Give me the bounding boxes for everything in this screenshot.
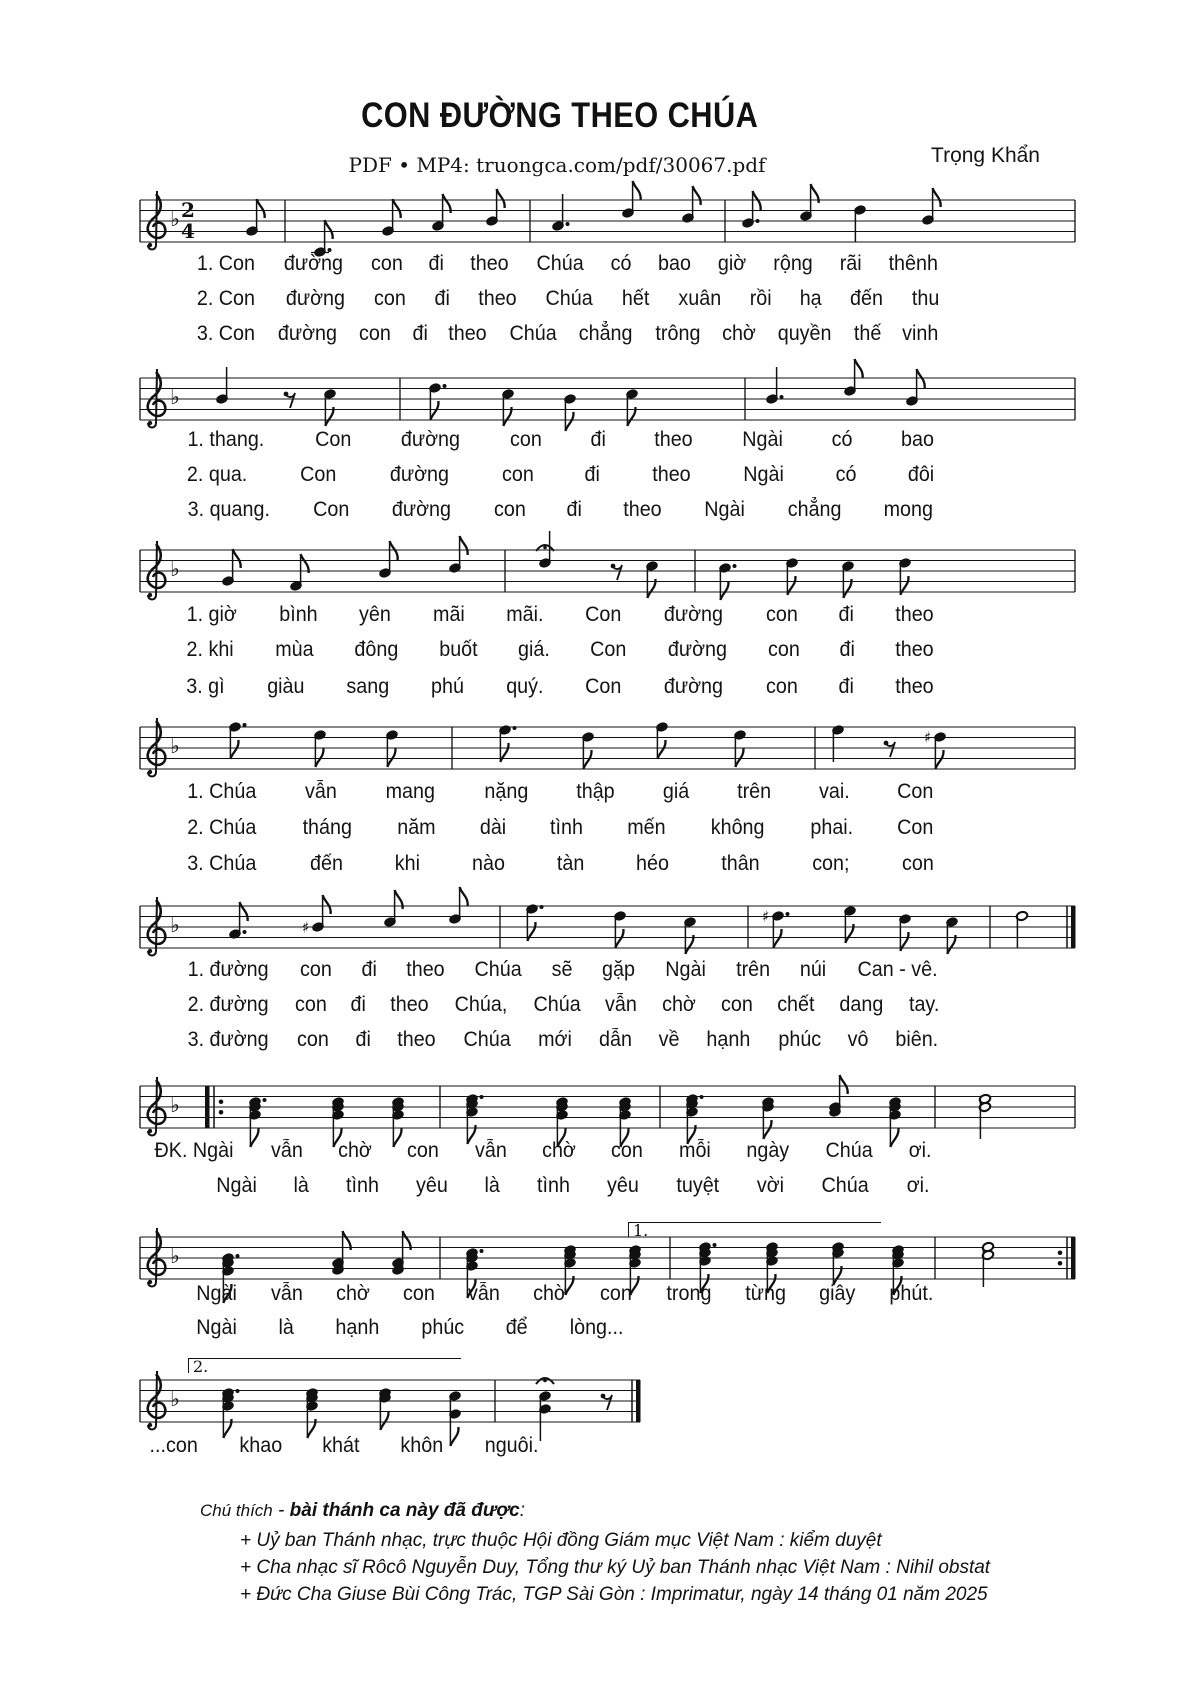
eighth-rest	[601, 1394, 612, 1410]
lyric-syllable: có	[831, 428, 853, 451]
lyric-syllable: thu	[911, 287, 940, 310]
volta-label: 2.	[193, 1357, 209, 1376]
lyric-syllable: Ngài	[704, 498, 745, 521]
lyric-syllable: đi	[839, 638, 856, 661]
lyric-syllable: gặp	[602, 958, 636, 981]
svg-text:♯: ♯	[924, 728, 932, 747]
lyric-line	[215, 1173, 930, 1199]
lyric-syllable: nặng	[483, 780, 528, 803]
lyric-syllable: tình	[537, 1174, 570, 1197]
eighth-rest	[884, 741, 895, 757]
lyric-syllable: biên.	[895, 1028, 939, 1051]
lyric-syllable: đến	[309, 852, 343, 875]
lyric-syllable: bình	[279, 603, 318, 626]
lyric-syllable: con	[359, 322, 392, 345]
lyric-syllable: chờ	[541, 1139, 576, 1162]
note	[906, 369, 925, 406]
lyric-line	[195, 286, 940, 312]
chord-note	[979, 1094, 992, 1139]
lyric-line	[185, 851, 935, 877]
lyric-syllable: từng	[745, 1282, 786, 1305]
lyric-syllable: chờ	[722, 322, 756, 345]
lyric-syllable: theo	[895, 638, 934, 661]
lyric-syllable: thập	[576, 780, 615, 803]
lyric-syllable: Chúa	[533, 993, 581, 1016]
lyric-syllable: phúc	[421, 1316, 465, 1339]
lyric-syllable: Chúa	[474, 958, 523, 981]
lyric-syllable: vẫn	[270, 1139, 303, 1162]
lyric-line	[195, 1315, 625, 1341]
note	[582, 732, 595, 769]
lyric-syllable: theo	[895, 675, 934, 698]
key-signature-flat: ♭	[170, 557, 180, 581]
footnote-separator: -	[272, 1500, 290, 1521]
lyric-syllable: 2. đường	[187, 993, 269, 1016]
lyric-syllable: là	[484, 1174, 501, 1197]
lyric-syllable: là	[293, 1174, 310, 1197]
note	[379, 541, 398, 578]
note	[229, 902, 248, 939]
lyric-syllable: dẫn	[599, 1028, 633, 1051]
chord-note	[379, 1388, 392, 1430]
lyric-syllable: phúc	[778, 1028, 822, 1051]
lyric-syllable: Ngài	[196, 1282, 237, 1305]
lyric-syllable: 3. quang.	[187, 498, 270, 521]
footnote-item: + Cha nhạc sĩ Rôcô Nguyễn Duy, Tổng thư ký Uỷ ban Thánh nhạc Việt Nam : Nihil obstat	[240, 1557, 991, 1578]
note	[302, 895, 331, 937]
lyric-syllable: giây	[819, 1282, 856, 1305]
lyric-syllable: sang	[346, 675, 390, 698]
svg-text:♯: ♯	[762, 907, 770, 926]
lyric-syllable: Ngài	[741, 428, 783, 451]
lyric-syllable: ơi.	[906, 1174, 930, 1197]
lyric-syllable: để	[505, 1316, 528, 1339]
lyric-line	[195, 251, 940, 277]
lyric-syllable: mãi.	[506, 603, 544, 626]
lyric-syllable: bao	[900, 428, 934, 451]
lyric-syllable: đường	[664, 675, 724, 698]
lyric-syllable: hết	[621, 287, 650, 310]
note	[222, 549, 241, 586]
lyric-syllable: vẫn	[474, 1139, 507, 1162]
lyric-syllable: con	[402, 1282, 435, 1305]
footnote-highlight: bài thánh ca này đã được	[289, 1500, 520, 1521]
song-title: CON ĐƯỜNG THEO CHÚA	[361, 96, 759, 135]
lyric-syllable: con	[374, 287, 406, 310]
lyric-syllable: vẫn	[305, 780, 338, 803]
lyric-syllable: mãi	[432, 603, 465, 626]
lyric-syllable: theo	[623, 498, 662, 521]
lyric-syllable: yêu	[416, 1174, 449, 1197]
lyric-syllable: thênh	[888, 252, 939, 275]
lyric-syllable: Con	[314, 428, 352, 451]
song-file-link: PDF • MP4: truongca.com/pdf/30067.pdf	[348, 153, 766, 177]
lyric-syllable: phai.	[810, 816, 853, 839]
lyric-syllable: theo	[470, 252, 510, 275]
note	[246, 199, 265, 236]
note	[382, 199, 401, 236]
lyric-syllable: đường	[278, 322, 338, 345]
lyric-syllable: vinh	[902, 322, 939, 345]
lyric-syllable: rồi	[749, 287, 772, 310]
lyric-syllable: vẫn	[605, 993, 638, 1016]
lyric-syllable: đi	[361, 958, 377, 981]
lyric-syllable: đường	[285, 287, 345, 310]
lyric-syllable: đi	[838, 603, 854, 626]
lyric-syllable: con	[902, 852, 934, 875]
lyric-syllable: 3. gì	[186, 675, 225, 698]
lyric-syllable: Con	[897, 780, 934, 803]
lyric-line	[185, 637, 935, 663]
time-signature-top: 2	[181, 198, 195, 222]
note	[614, 911, 627, 948]
lyric-syllable: theo	[390, 993, 430, 1016]
lyric-syllable: phú	[431, 675, 464, 698]
lyric-syllable: chờ	[661, 993, 696, 1016]
lyric-syllable: theo	[477, 287, 517, 310]
lyric-syllable: 2. khi	[186, 638, 234, 661]
note	[216, 367, 229, 404]
lyric-syllable: con	[297, 1028, 329, 1051]
lyric-line	[185, 497, 935, 523]
lyric-syllable: thế	[853, 322, 882, 345]
lyric-syllable: có	[610, 252, 632, 275]
key-signature-flat: ♭	[170, 385, 180, 409]
lyric-syllable: đi	[412, 322, 428, 345]
lyric-syllable: Con	[590, 638, 627, 661]
lyric-syllable: hạnh	[706, 1028, 751, 1051]
lyric-syllable: con	[294, 993, 327, 1016]
lyric-syllable: 1. đường	[187, 958, 269, 981]
note	[899, 914, 912, 951]
lyric-syllable: đến	[850, 287, 884, 310]
lyric-syllable: ơi.	[908, 1139, 932, 1162]
staff	[0, 150, 1200, 300]
lyric-syllable: giờ	[718, 252, 747, 275]
lyric-syllable: con	[765, 603, 798, 626]
lyric-syllable: phút.	[889, 1282, 934, 1305]
chord-note	[536, 1378, 554, 1441]
note	[922, 188, 941, 225]
lyric-syllable: đông	[354, 638, 399, 661]
lyric-syllable: khi	[394, 852, 420, 875]
lyric-syllable: Ngài	[665, 958, 706, 981]
lyric-syllable: con	[765, 675, 798, 698]
lyric-syllable: chờ	[533, 1282, 568, 1305]
note	[526, 904, 544, 941]
lyric-syllable: ...con	[149, 1434, 198, 1457]
page-title	[0, 96, 1120, 136]
lyric-syllable: mang	[385, 780, 436, 803]
lyric-syllable: đường	[389, 463, 449, 486]
lyric-syllable: vô	[847, 1028, 869, 1051]
time-signature-bottom: 4	[181, 219, 195, 243]
lyric-syllable: theo	[397, 1028, 436, 1051]
chord-note	[306, 1388, 319, 1438]
lyric-syllable: đường	[283, 252, 343, 275]
lyric-syllable: Can - vê.	[857, 958, 938, 981]
eighth-rest	[611, 564, 622, 580]
note	[290, 554, 309, 591]
lyric-syllable: con	[493, 498, 526, 521]
note	[682, 186, 701, 223]
lyric-syllable: trông	[655, 322, 701, 345]
lyric-syllable: yên	[359, 603, 392, 626]
lyric-syllable: có	[835, 463, 857, 486]
lyric-syllable: mới	[538, 1028, 573, 1051]
lyric-syllable: chết	[777, 993, 815, 1016]
lyric-syllable: Ngài	[196, 1316, 237, 1339]
lyric-syllable: theo	[651, 463, 691, 486]
lyric-syllable: con	[501, 463, 534, 486]
lyric-syllable: bao	[658, 252, 692, 275]
lyric-syllable: rộng	[773, 252, 814, 275]
note	[499, 725, 517, 762]
lyric-syllable: con	[407, 1139, 440, 1162]
lyric-syllable: héo	[636, 852, 670, 875]
lyric-syllable: tháng	[302, 816, 352, 839]
lyric-syllable: đôi	[907, 463, 935, 486]
lyric-syllable: giàu	[266, 675, 305, 698]
lyric-syllable: Con	[897, 816, 934, 839]
lyric-line	[195, 321, 940, 347]
lyric-syllable: vời	[756, 1174, 785, 1197]
lyric-line	[185, 815, 935, 841]
lyric-syllable: Con	[585, 603, 622, 626]
footnote-item: + Đức Cha Giuse Bùi Công Trác, TGP Sài Gòn : Imprimatur, ngày 14 tháng 01 năm 2025	[240, 1584, 988, 1605]
lyric-syllable: đi	[590, 428, 606, 451]
lyric-line	[185, 427, 935, 453]
note	[564, 394, 577, 431]
lyric-syllable: Con	[300, 463, 337, 486]
lyric-syllable: lòng...	[569, 1316, 624, 1339]
lyric-syllable: đi	[838, 675, 855, 698]
key-signature-flat: ♭	[170, 1093, 180, 1117]
lyric-syllable: là	[278, 1316, 294, 1339]
lyric-syllable: trên	[736, 958, 771, 981]
lyric-syllable: núi	[799, 958, 827, 981]
key-signature-flat: ♭	[170, 1387, 180, 1411]
note	[800, 184, 819, 221]
lyric-syllable: vẫn	[468, 1282, 500, 1305]
lyric-syllable: Chúa	[509, 322, 557, 345]
volta-label: 1.	[633, 1221, 649, 1240]
lyric-syllable: chẳng	[578, 322, 633, 345]
lyric-syllable: thân	[721, 852, 760, 875]
footnote-prefix: Chú thích	[200, 1501, 273, 1520]
lyric-syllable: đường	[667, 638, 728, 661]
note	[924, 729, 946, 770]
lyric-syllable: chờ	[335, 1282, 370, 1305]
chord-note	[222, 1388, 240, 1438]
lyric-syllable: 1. thang.	[187, 428, 265, 451]
staff	[0, 856, 1200, 1006]
lyric-syllable: tuyệt	[676, 1174, 720, 1197]
lyric-syllable: 2. qua.	[186, 463, 248, 486]
footnote-item: + Uỷ ban Thánh nhạc, trực thuộc Hội đồng Giám mục Việt Nam : kiểm duyệt	[240, 1530, 882, 1551]
lyric-syllable: tình	[549, 816, 583, 839]
lyric-syllable: quý.	[505, 675, 544, 698]
lyric-line	[185, 462, 935, 488]
note	[832, 725, 845, 762]
lyric-syllable: năm	[396, 816, 436, 839]
lyric-syllable: chờ	[337, 1139, 372, 1162]
lyric-syllable: yêu	[607, 1174, 640, 1197]
lyric-syllable: xuân	[678, 287, 722, 310]
lyric-line	[185, 992, 940, 1018]
lyric-syllable: mong	[883, 498, 934, 521]
lyric-syllable: 3. Chúa	[187, 852, 257, 875]
lyric-syllable: 1. Chúa	[187, 780, 257, 803]
note	[762, 908, 790, 949]
note	[899, 558, 912, 595]
lyric-syllable: nguôi.	[484, 1434, 539, 1457]
lyric-line	[185, 1027, 940, 1053]
lyric-syllable: Ngài	[216, 1174, 257, 1197]
lyric-syllable: tình	[346, 1174, 380, 1197]
lyric-syllable: dài	[479, 816, 506, 839]
note	[786, 558, 799, 595]
lyric-syllable: con	[611, 1139, 644, 1162]
composer-name: Trọng Khẩn	[931, 144, 1040, 167]
lyric-syllable: con	[299, 958, 332, 981]
lyric-syllable: con;	[812, 852, 850, 875]
lyric-syllable: khôn	[400, 1434, 444, 1457]
lyric-syllable: mùa	[274, 638, 314, 661]
lyric-syllable: hạ	[799, 287, 822, 310]
lyric-syllable: theo	[405, 958, 445, 981]
lyric-syllable: quyền	[778, 322, 832, 345]
key-signature-flat: ♭	[170, 734, 180, 758]
lyric-syllable: giá.	[517, 638, 550, 661]
footnote-title	[200, 1500, 525, 1522]
key-signature-flat: ♭	[170, 913, 180, 937]
lyric-syllable: theo	[448, 322, 488, 345]
svg-text:♯: ♯	[302, 918, 310, 937]
lyric-syllable: tay.	[908, 993, 940, 1016]
lyric-syllable: Chúa	[536, 252, 584, 275]
lyric-syllable: ngày	[746, 1139, 790, 1162]
lyric-syllable: theo	[895, 603, 934, 626]
lyric-syllable: đi	[428, 252, 445, 275]
eighth-rest	[284, 392, 295, 408]
chord-note	[466, 1094, 484, 1144]
lyric-syllable: đường	[400, 428, 461, 451]
lyric-syllable: mỗi	[678, 1139, 711, 1162]
note	[384, 890, 403, 927]
lyric-syllable: rãi	[839, 252, 862, 275]
lyric-line	[148, 1433, 540, 1459]
lyric-line	[185, 602, 935, 628]
lyric-syllable: trên	[736, 780, 771, 803]
lyric-syllable: Con	[313, 498, 350, 521]
lyric-syllable: con	[600, 1282, 633, 1305]
footnote-colon: :	[519, 1500, 526, 1521]
lyric-syllable: ĐK. Ngài	[154, 1139, 234, 1162]
lyric-syllable: đường	[392, 498, 452, 521]
volta-bracket	[628, 1221, 881, 1240]
lyric-syllable: con	[509, 428, 542, 451]
lyric-syllable: Chúa	[821, 1174, 869, 1197]
lyric-syllable: Ngài	[742, 463, 784, 486]
lyric-syllable: 2. Chúa	[187, 816, 257, 839]
lyric-syllable: đi	[434, 287, 450, 310]
key-signature-flat: ♭	[170, 1244, 180, 1268]
chord-note	[982, 1242, 995, 1287]
lyric-line	[185, 674, 935, 700]
note	[1016, 911, 1029, 948]
lyric-syllable: Chúa	[545, 287, 593, 310]
lyric-syllable: đi	[355, 1028, 371, 1051]
lyric-syllable: giá	[662, 780, 690, 803]
lyric-syllable: Con	[585, 675, 622, 698]
lyric-syllable: sẽ	[551, 958, 573, 981]
note	[656, 722, 669, 759]
note	[854, 205, 867, 242]
lyric-syllable: 2. Con	[196, 287, 256, 310]
lyric-syllable: 3. đường	[187, 1028, 269, 1051]
chord-note	[686, 1094, 704, 1144]
lyric-syllable: con	[768, 638, 801, 661]
lyric-syllable: Chúa,	[454, 993, 508, 1016]
lyric-syllable: tàn	[556, 852, 585, 875]
lyric-syllable: đi	[350, 993, 367, 1016]
lyric-syllable: vẫn	[270, 1282, 303, 1305]
lyric-syllable: mến	[627, 816, 666, 839]
note	[742, 191, 761, 228]
lyric-line	[195, 1281, 935, 1307]
lyric-syllable: đi	[566, 498, 583, 521]
lyric-syllable: trong	[666, 1282, 712, 1305]
lyric-syllable: 3. Con	[196, 322, 256, 345]
lyric-syllable: hạnh	[334, 1316, 379, 1339]
lyric-syllable: nào	[471, 852, 505, 875]
staff	[0, 328, 1200, 478]
lyric-syllable: con	[720, 993, 753, 1016]
key-signature-flat: ♭	[170, 207, 180, 231]
lyric-syllable: khát	[322, 1434, 360, 1457]
lyric-syllable: chẳng	[787, 498, 842, 521]
volta-bracket	[188, 1357, 461, 1376]
lyric-syllable: Chúa	[825, 1139, 873, 1162]
lyric-syllable: 1. Con	[196, 252, 256, 275]
lyric-line	[185, 957, 940, 983]
lyric-line	[185, 779, 935, 805]
lyric-syllable: đi	[584, 463, 601, 486]
lyric-syllable: theo	[654, 428, 693, 451]
lyric-syllable: vai.	[818, 780, 850, 803]
note	[766, 367, 784, 404]
lyric-syllable: đường	[664, 603, 724, 626]
lyric-syllable: 1. giờ	[186, 603, 237, 626]
note	[449, 536, 468, 573]
lyric-syllable: Chúa	[463, 1028, 511, 1051]
lyric-syllable: không	[710, 816, 765, 839]
lyric-syllable: dang	[839, 993, 884, 1016]
lyric-syllable: khao	[238, 1434, 282, 1457]
lyric-line	[152, 1138, 932, 1164]
lyric-syllable: về	[658, 1028, 680, 1051]
lyric-syllable: buốt	[438, 638, 478, 661]
lyric-syllable: con	[370, 252, 403, 275]
